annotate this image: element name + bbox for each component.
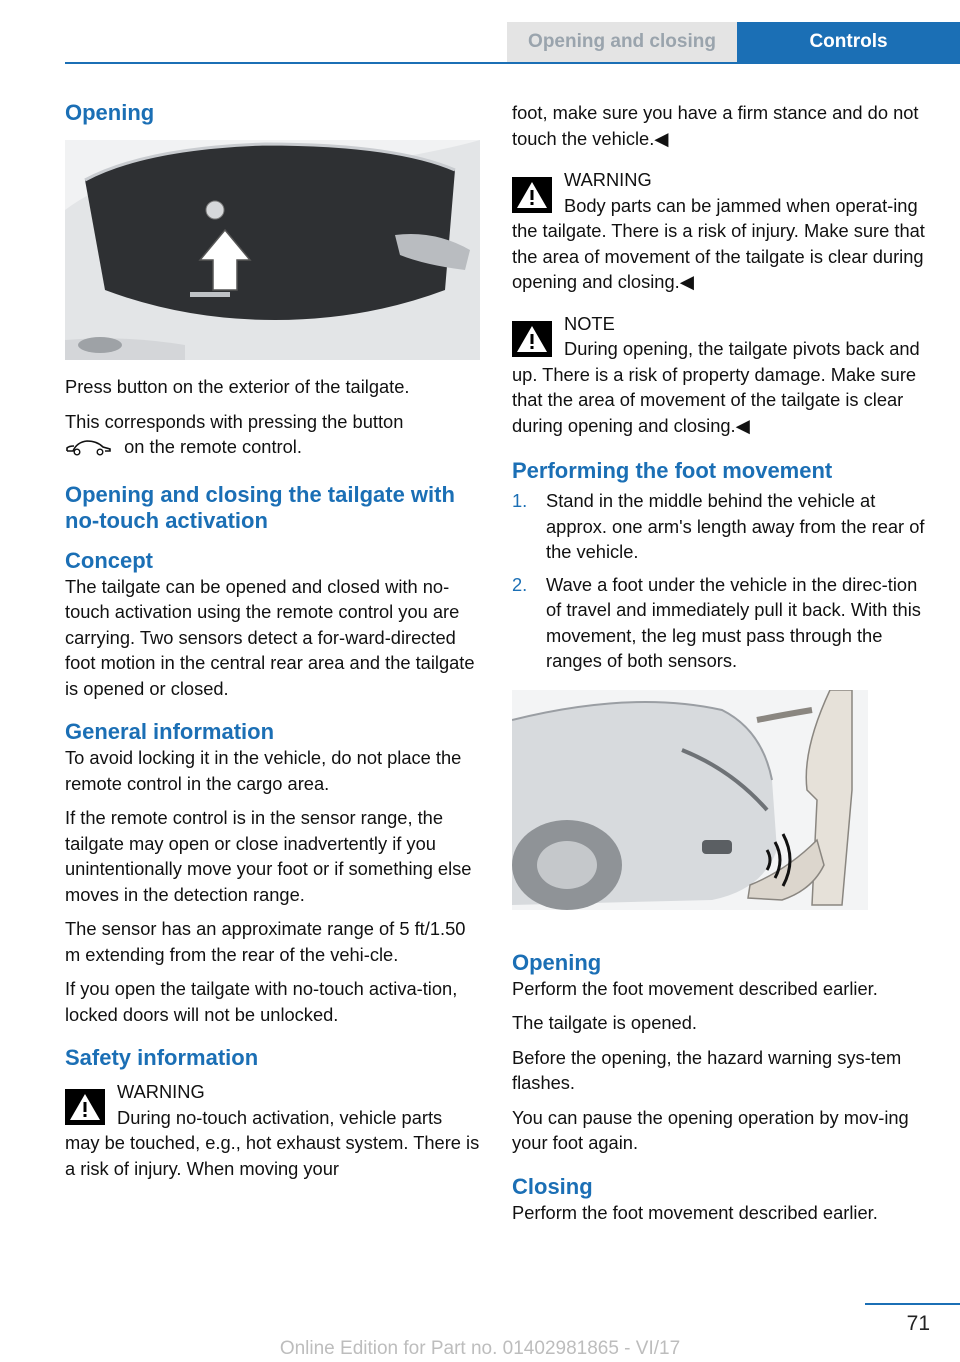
step-1-number: 1. <box>512 490 528 511</box>
left-column <box>65 100 480 1190</box>
step-2-text: Wave a foot under the vehicle in the direc‐tion of travel and immediately pull it back. With this movement, the leg must pass through the ranges of both sensors. <box>546 573 921 671</box>
heading-foot-movement: Performing the foot movement <box>512 458 833 483</box>
text-general-4: If you open the tailgate with no-touch activa‐tion, locked doors will not be unlocked. <box>65 978 458 1025</box>
text-corresponds <box>65 409 480 460</box>
right-column <box>512 100 927 1234</box>
heading-no-touch: Opening and closing the tailgate with no-touch activation <box>65 481 455 533</box>
heading-closing: Closing <box>512 1173 593 1199</box>
warning-triangle-icon <box>65 1089 105 1125</box>
warning-2-title: WARNING <box>564 169 652 190</box>
warning-notice-2 <box>512 167 927 295</box>
text-open-4: You can pause the opening operation by mov‐ing your foot again. <box>512 1106 909 1153</box>
edition-note: Online Edition for Part no. 01402981865 - VI/17 <box>279 1338 681 1359</box>
step-1 <box>512 488 927 565</box>
warning-1-text: During no-touch activation, vehicle parts may be touched, e.g., hot exhaust system. There is a risk of injury. When moving your <box>65 1106 480 1179</box>
text-open-3: Before the opening, the hazard warning sys‐tem flashes. <box>512 1046 902 1093</box>
heading-opening-foot: Opening <box>512 949 602 975</box>
warning-1-title: WARNING <box>117 1081 205 1102</box>
step-2 <box>512 572 927 674</box>
warning-triangle-icon <box>512 321 552 357</box>
heading-general-information: General information <box>65 719 275 744</box>
header-chapter-tab: Controls <box>737 22 960 62</box>
text-corresponds-b: on the remote control. <box>124 436 302 457</box>
text-open-2: The tailgate is opened. <box>512 1012 697 1033</box>
text-open-1: Perform the foot movement described earlier. <box>512 977 878 999</box>
heading-opening: Opening <box>65 100 155 125</box>
warning-notice-1 <box>65 1079 480 1181</box>
text-warning-continued: foot, make sure you have a firm stance and do not touch the vehicle.◀ <box>512 102 919 149</box>
heading-safety-information: Safety information <box>65 1045 259 1070</box>
heading-concept: Concept <box>65 547 153 573</box>
car-remote-icon <box>65 436 113 456</box>
step-1-text: Stand in the middle behind the vehicle at approx. one arm's length away from the rear of the vehicle. <box>546 490 925 562</box>
note-text: During opening, the tailgate pivots back and up. There is a risk of property damage. Make sure that the area of movement of the tailgate is clear during opening and closing.◀ <box>512 338 920 436</box>
text-concept: The tailgate can be opened and closed with no-touch activation using the remote control you are carrying. Two sensors detect a for‐ward-directed foot motion in the central rear area and the tailgate is opened or closed. <box>65 575 475 699</box>
foot-movement-illustration <box>512 690 868 910</box>
header-rule <box>65 62 960 64</box>
step-2-number: 2. <box>512 573 528 595</box>
note-notice <box>512 311 927 439</box>
text-corresponds-a: This corresponds with pressing the button <box>65 410 404 432</box>
text-press-button: Press button on the exterior of the tailgate. <box>65 376 410 397</box>
warning-2-text: Body parts can be jammed when operat‐ing the tailgate. There is a risk of injury. Make sure that the area of movement of the tailgate is clear during opening and closing.◀ <box>512 194 925 292</box>
warning-triangle-icon <box>512 177 552 213</box>
tailgate-button-illustration <box>65 140 480 360</box>
foot-movement-steps <box>512 488 927 674</box>
header-section-tab: Opening and closing <box>507 22 737 62</box>
text-close-1: Perform the foot movement described earlier. <box>512 1201 878 1223</box>
text-general-3: The sensor has an approximate range of 5 ft/1.50 m extending from the rear of the vehi‐cle. <box>65 918 466 965</box>
footer-rule <box>865 1303 960 1305</box>
text-general-1: To avoid locking it in the vehicle, do not place the remote control in the cargo area. <box>65 747 462 794</box>
text-general-2: If the remote control is in the sensor range, the tailgate may open or close inadvertently if you unintentionally move your foot or if something else moves in the detection range. <box>65 807 472 905</box>
note-title: NOTE <box>564 312 615 334</box>
page-number: 71 <box>906 1312 930 1335</box>
